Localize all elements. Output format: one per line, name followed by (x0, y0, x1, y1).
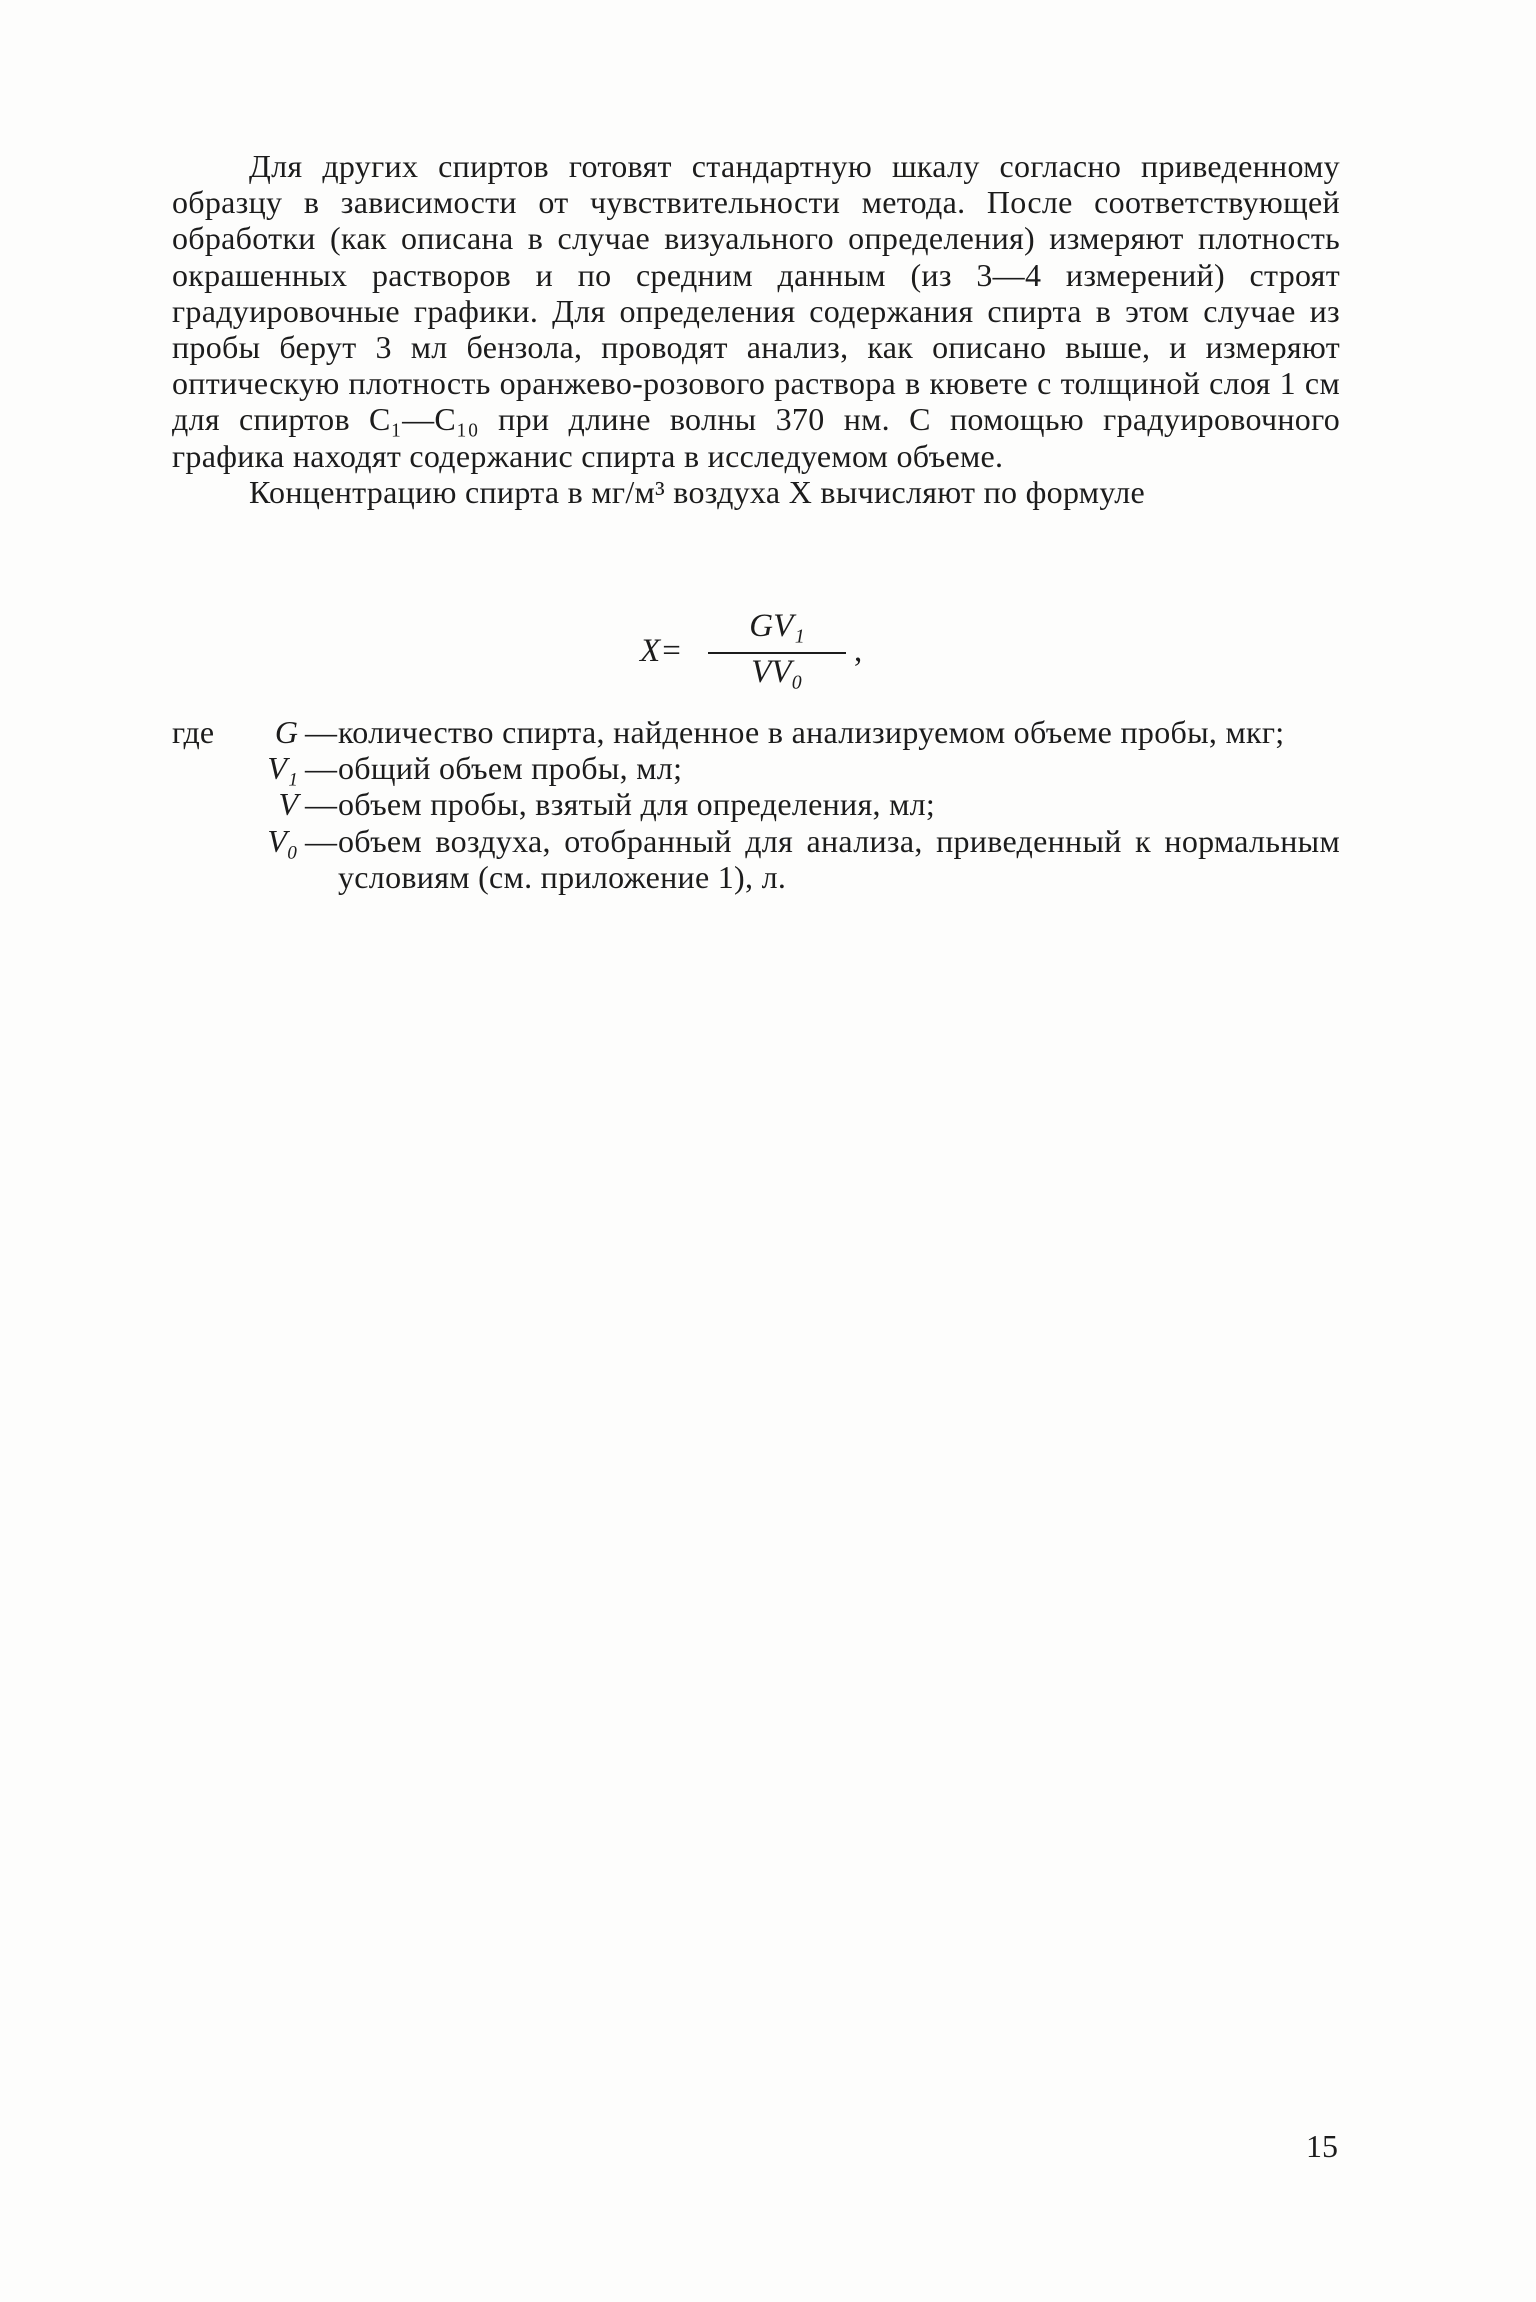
concentration-formula (640, 600, 920, 700)
legend-description: общий объем пробы, мл; (338, 750, 683, 787)
legend-dash: — (305, 822, 337, 859)
page-number: 15 (1306, 2128, 1338, 2164)
legend-prefix: где (172, 714, 215, 750)
legend-description: количество спирта, найденное в анализируемом объеме пробы, мкг; (338, 714, 1285, 750)
formula-lhs: X= (640, 633, 683, 669)
legend-symbol: V (278, 786, 298, 823)
legend-description: объем воздуха, отобранный для анализа, приведенный к нормальным условиям (см. приложение 1), л. (338, 822, 1340, 895)
legend-dash: — (305, 714, 337, 750)
legend-row (172, 823, 1340, 895)
variable-legend (172, 714, 1340, 895)
formula-denominator: VV₀ (751, 654, 803, 690)
legend-row (172, 786, 1340, 822)
formula-numerator: GV₁ (749, 608, 805, 644)
legend-symbol: V₁ (267, 750, 298, 787)
legend-symbol: G (274, 714, 298, 750)
formula-trailing: , (854, 633, 863, 669)
paragraph-method: Для других спиртов готовят стандартную шкалу согласно приведенному образцу в зависимости от чувствительности метода. После соответствующей обработки (как описана в случае визуального определения) измеряют плотность окрашенных растворов и по средним данным (из 3—4 измерений) строят градуировочные графики. Для определения содержания спирта в этом случае из пробы берут 3 мл бензола, проводят анализ, как описано выше, и измеряют оптическую плотность оранжево-розового раствора в кювете с толщиной слоя 1 см для спиртов C₁—C₁₀ при длине волны 370 нм. С помощью градуировочного графика находят содержанис спирта в исследуемом объеме. (172, 148, 1340, 474)
legend-symbol: V₀ (267, 822, 298, 859)
legend-dash: — (305, 786, 337, 823)
legend-description: объем пробы, взятый для определения, мл; (338, 786, 936, 823)
legend-row (172, 750, 1340, 786)
body-text (172, 148, 1340, 510)
legend-dash: — (305, 750, 337, 787)
legend-row (172, 714, 1340, 750)
paragraph-concentration: Концентрацию спирта в мг/м³ воздуха X вычисляют по формуле (249, 473, 1145, 510)
